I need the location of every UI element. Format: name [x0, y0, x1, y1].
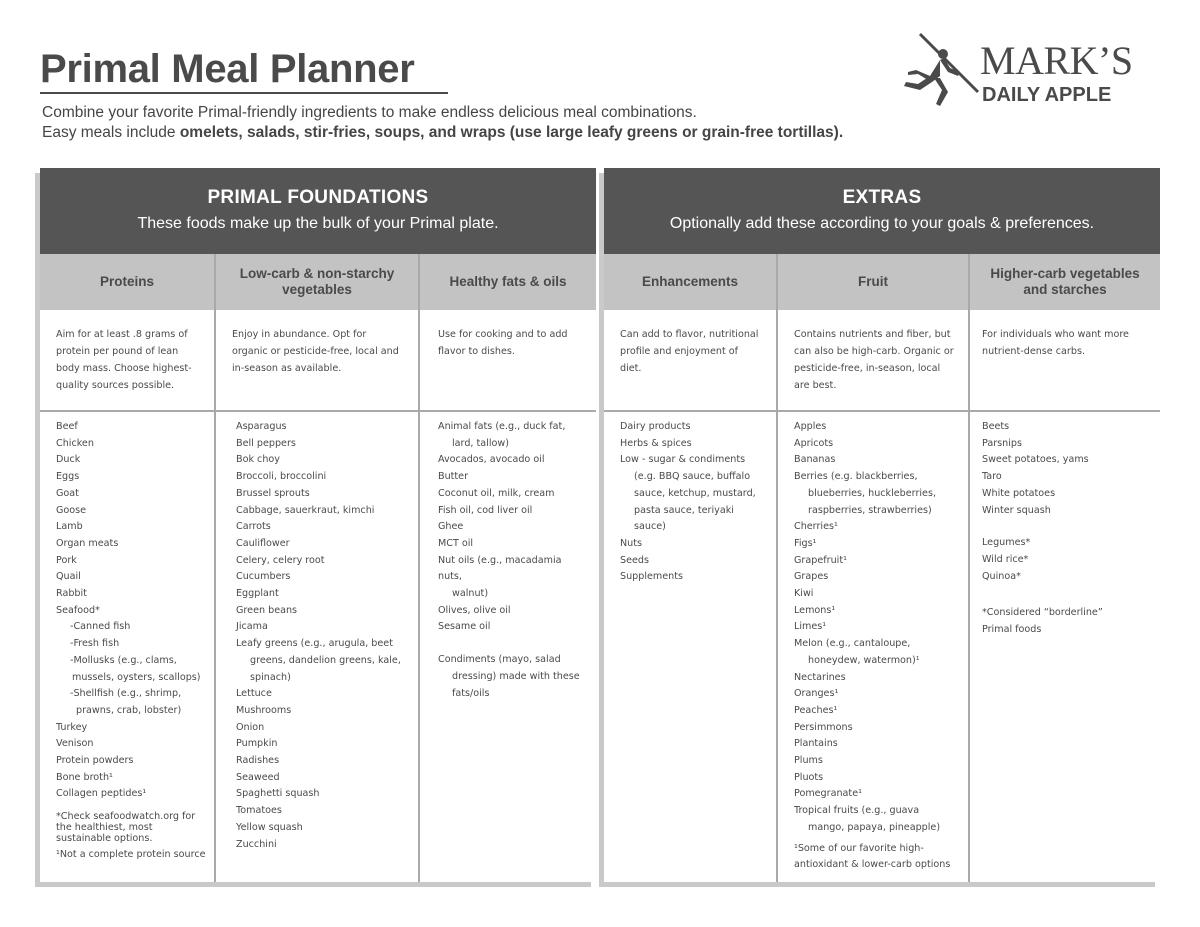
list-item: Lemons¹ [794, 604, 836, 616]
vegetables-header: Low-carb & non-starchy vegetables [216, 254, 418, 310]
list-item: Radishes [236, 755, 280, 767]
list-item: pasta sauce, teriyaki sauce) [634, 504, 734, 533]
fruit-note: ¹Some of our favorite high-antioxidant & lower-carb options [794, 842, 951, 871]
list-item: Lamb [56, 521, 83, 533]
list-item: Peaches¹ [794, 704, 838, 716]
list-item: Chicken [56, 437, 94, 449]
list-item: mussels, oysters, scallops) [72, 671, 201, 683]
list-item: -Canned fish [70, 621, 131, 633]
list-item: mango, papaya, pineapple) [808, 821, 941, 833]
list-item: sauce, ketchup, mustard, [634, 487, 756, 499]
list-item: Rabbit [56, 588, 87, 600]
extras-columns [604, 254, 1160, 882]
fats-header: Healthy fats & oils [420, 254, 596, 310]
foundations-columns [40, 254, 596, 882]
list-item: Beets [982, 421, 1010, 432]
list-item: Celery, celery root [236, 554, 325, 566]
list-item: Goose [56, 504, 87, 516]
extras-subtitle: Optionally add these according to your goals & preferences. [669, 215, 1095, 232]
intro-text [42, 103, 942, 143]
enhancements-column [604, 254, 778, 882]
proteins-list [40, 412, 214, 803]
list-item: blueberries, huckleberries, [808, 487, 937, 499]
fats-description: Use for cooking and to add flavor to dishes. [438, 329, 568, 357]
list-item: -Mollusks (e.g., clams, [70, 654, 177, 666]
list-item: Herbs & spices [620, 437, 692, 449]
list-item: Berries (e.g. blackberries, [794, 471, 918, 483]
list-item: Sweet potatoes, yams [982, 454, 1089, 466]
list-item: White potatoes [982, 487, 1056, 499]
list-item: Condiments (mayo, salad [438, 654, 561, 666]
list-item: Quinoa* [982, 570, 1021, 582]
list-item: Fish oil, cod liver oil [438, 504, 533, 516]
list-item: Broccoli, broccolini [236, 471, 327, 483]
starches-list [970, 412, 1160, 585]
list-item: Avocados, avocado oil [438, 454, 545, 466]
title-underline [40, 92, 448, 94]
list-item: Plantains [794, 738, 838, 750]
proteins-description: Aim for at least .8 grams of protein per pound of lean body mass. Choose highest-quality sources possible. [56, 329, 192, 391]
fruit-description: Contains nutrients and fiber, but can also be high-carb. Organic or pesticide-free, in-season, local are best. [794, 329, 954, 391]
list-item: Taro [982, 471, 1002, 483]
list-item: MCT oil [438, 537, 474, 549]
fats-list [420, 412, 596, 702]
starches-note: *Considered “borderline” Primal foods [982, 607, 1103, 636]
list-item: Melon (e.g., cantaloupe, [794, 638, 911, 650]
intro-line-2 [42, 123, 942, 143]
list-item: Pomegranate¹ [794, 788, 862, 800]
list-item: fats/oils [452, 687, 490, 699]
list-item: Brussel sprouts [236, 487, 310, 499]
list-item: -Shellfish (e.g., shrimp, [70, 688, 182, 700]
list-item: dressing) made with these [452, 670, 580, 682]
list-item: Apricots [794, 437, 834, 449]
starches-description: For individuals who want more nutrient-dense carbs. [982, 329, 1129, 357]
protein-note: ¹Not a complete protein source [56, 849, 206, 861]
list-item: Limes¹ [794, 621, 827, 633]
foundations-header [40, 168, 596, 254]
list-item: Dairy products [620, 421, 691, 432]
proteins-header: Proteins [40, 254, 214, 310]
list-item: Bone broth¹ [56, 771, 113, 783]
enhancements-header: Enhancements [604, 254, 776, 310]
list-item: Duck [56, 454, 81, 466]
list-item: Zucchini [236, 838, 277, 850]
list-item: Turkey [56, 721, 88, 733]
list-item: spinach) [250, 671, 291, 683]
list-item: Tropical fruits (e.g., guava [794, 805, 920, 817]
list-item: Beef [56, 421, 78, 432]
list-item: Quail [56, 571, 81, 583]
list-item: Collagen peptides¹ [56, 788, 147, 800]
list-item: Eggplant [236, 588, 279, 600]
enhancements-description: Can add to flavor, nutritional profile and enjoyment of diet. [620, 329, 759, 374]
list-item: greens, dandelion greens, kale, [250, 654, 401, 666]
list-item: Animal fats (e.g., duck fat, [438, 421, 566, 432]
list-item: Oranges¹ [794, 688, 839, 700]
list-item: Cauliflower [236, 537, 290, 549]
proteins-column [40, 254, 216, 882]
list-item: Wild rice* [982, 553, 1029, 565]
list-item: Winter squash [982, 504, 1051, 516]
extras-panel [604, 168, 1160, 882]
list-item: Seeds [620, 554, 649, 566]
list-item: Goat [56, 487, 79, 499]
list-item: Venison [56, 738, 94, 750]
list-item: Carrots [236, 521, 271, 533]
fats-column [420, 254, 596, 882]
list-item: Onion [236, 721, 265, 733]
list-item: Seaweed [236, 771, 280, 783]
list-item: Bok choy [236, 454, 280, 466]
primal-foundations-panel [40, 168, 596, 882]
list-item: Cabbage, sauerkraut, kimchi [236, 504, 375, 516]
logo-marks: MARK’S [980, 38, 1133, 83]
list-item: Persimmons [794, 721, 853, 733]
starches-column [970, 254, 1160, 882]
list-item: Asparagus [236, 421, 287, 432]
list-item: Bananas [794, 454, 836, 466]
extras-title: EXTRAS [842, 187, 922, 208]
list-item: walnut) [452, 588, 489, 600]
list-item: Grapefruit¹ [794, 554, 847, 566]
list-item: Green beans [236, 604, 298, 616]
list-item: Protein powders [56, 755, 134, 767]
list-item: Figs¹ [794, 537, 817, 549]
vegetables-description: Enjoy in abundance. Opt for organic or pesticide-free, local and in-season as available. [232, 329, 399, 374]
list-item: Parsnips [982, 437, 1023, 449]
enhancements-list [604, 412, 776, 586]
marks-daily-apple-logo [900, 32, 1156, 110]
list-item: lard, tallow) [452, 437, 509, 449]
intro-line-1: Combine your favorite Primal-friendly ingredients to make endless delicious meal combinations. [42, 104, 697, 121]
logo-daily-apple: DAILY APPLE [982, 84, 1112, 106]
list-item: Plums [794, 755, 823, 767]
seafood-note: *Check seafoodwatch.org for the healthiest, most sustainable options. [56, 811, 196, 845]
list-item: Olives, olive oil [438, 604, 511, 616]
list-item: (e.g. BBQ sauce, buffalo [634, 471, 751, 483]
intro-line-2-meals: omelets, salads, stir-fries, soups, and wraps (use large leafy greens or grain-free tortillas). [179, 124, 844, 141]
list-item: Organ meats [56, 537, 119, 549]
list-item: honeydew, watermon)¹ [808, 654, 920, 666]
list-item: Mushrooms [236, 704, 292, 716]
list-item: Nectarines [794, 671, 846, 683]
list-item: Eggs [56, 471, 80, 483]
list-item: Low - sugar & condiments [620, 454, 746, 466]
list-item: Supplements [620, 571, 684, 583]
extras-header [604, 168, 1160, 254]
page-title: Primal Meal Planner [40, 47, 415, 91]
foundations-title: PRIMAL FOUNDATIONS [207, 187, 429, 208]
list-item: Tomatoes [236, 805, 282, 817]
list-item: Bell peppers [236, 437, 296, 449]
vegetables-list [216, 412, 418, 853]
list-item: Apples [794, 421, 827, 432]
fruit-column [778, 254, 970, 882]
vegetables-column [216, 254, 420, 882]
list-item: Cucumbers [236, 571, 291, 583]
fruit-list [778, 412, 968, 837]
list-item: Coconut oil, milk, cream [438, 487, 555, 499]
list-item: raspberries, strawberries) [808, 504, 932, 516]
list-item: prawns, crab, lobster) [76, 704, 182, 716]
list-item: Sesame oil [438, 621, 491, 633]
starches-header: Higher-carb vegetables and starches [970, 254, 1160, 310]
runner-icon [900, 32, 982, 108]
list-item: Pluots [794, 771, 824, 783]
list-item: Seafood* [56, 604, 100, 616]
list-item: Spaghetti squash [236, 788, 320, 800]
list-item: Jicama [236, 621, 268, 633]
list-item: Pumpkin [236, 738, 278, 750]
list-item: Ghee [438, 521, 464, 533]
list-item: Grapes [794, 571, 829, 583]
fruit-header: Fruit [778, 254, 968, 310]
list-item: Yellow squash [236, 821, 303, 833]
list-item: Legumes* [982, 537, 1031, 549]
intro-line-2-prefix: Easy meals include [42, 124, 180, 141]
list-item: Butter [438, 471, 469, 483]
list-item: Lettuce [236, 688, 272, 700]
list-item: Nuts [620, 537, 643, 549]
list-item: Cherries¹ [794, 521, 838, 533]
list-item: Leafy greens (e.g., arugula, beet [236, 638, 393, 650]
list-item: -Fresh fish [70, 638, 120, 650]
list-item: Pork [56, 554, 77, 566]
foundations-subtitle: These foods make up the bulk of your Primal plate. [137, 215, 499, 232]
list-item: Kiwi [794, 588, 814, 600]
list-item: Nut oils (e.g., macadamia nuts, [438, 554, 562, 583]
